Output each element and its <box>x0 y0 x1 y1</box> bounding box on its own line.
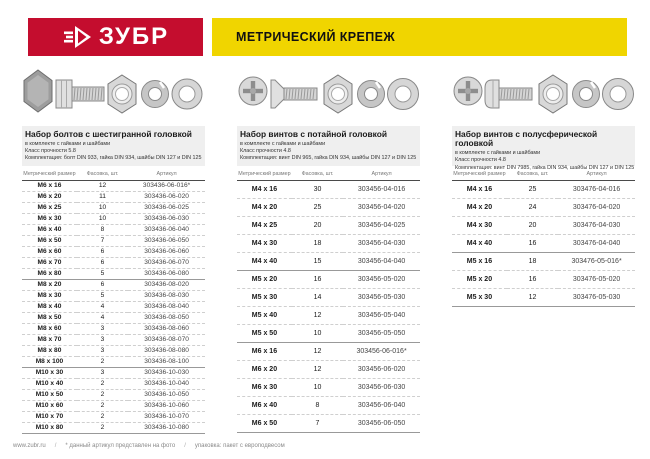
size-cell: M4 x 25 <box>251 222 278 229</box>
col-header-sku: Артикул <box>128 167 205 181</box>
size-cell: M4 x 16 <box>466 186 493 193</box>
table-row <box>237 217 420 235</box>
qty-cell: 3 <box>100 324 105 332</box>
qty-cell: 12 <box>313 348 322 355</box>
table-row <box>452 199 635 217</box>
size-cell: M6 x 30 <box>251 384 278 391</box>
qty-cell: 2 <box>100 379 105 387</box>
table-row <box>22 302 205 313</box>
size-cell: M10 x 40 <box>35 379 64 387</box>
size-cell: M6 x 16 <box>251 348 278 355</box>
sku-cell: 303456-04-020 <box>357 204 406 211</box>
size-cell: M4 x 30 <box>251 240 278 247</box>
product-column-hex-bolts <box>22 62 205 434</box>
sku-cell: 303436-10-050 <box>144 390 189 398</box>
product-image-row <box>452 62 635 126</box>
qty-cell: 18 <box>313 240 322 247</box>
sku-table <box>22 167 205 434</box>
product-info <box>452 126 635 171</box>
table-row <box>452 253 635 271</box>
qty-cell: 3 <box>100 368 105 376</box>
table-row <box>22 335 205 346</box>
product-title: Набор болтов с шестигранной головкой <box>25 129 192 139</box>
qty-cell: 5 <box>100 269 105 277</box>
product-title: Набор винтов с потайной головкой <box>240 129 387 139</box>
qty-cell: 8 <box>315 402 320 409</box>
qty-cell: 12 <box>313 366 322 373</box>
sku-cell: 303476-04-016 <box>572 186 621 193</box>
size-cell: M8 x 80 <box>37 346 62 354</box>
size-cell: M5 x 16 <box>466 258 493 265</box>
size-cell: M6 x 50 <box>37 236 62 244</box>
table-row <box>237 415 420 433</box>
size-cell: M8 x 70 <box>37 335 62 343</box>
table-row <box>237 379 420 397</box>
sku-cell: 303436-10-070 <box>144 412 189 420</box>
product-contents: Комплектация: болт DIN 933, гайка DIN 934, шайбы DIN 127 и DIN 125 <box>25 155 202 162</box>
qty-cell: 10 <box>98 214 107 222</box>
sku-cell: 303436-10-080 <box>144 423 189 431</box>
sku-cell: 303436-08-040 <box>144 302 189 310</box>
qty-cell: 24 <box>528 204 537 211</box>
sku-cell: 303436-06-020 <box>144 192 189 200</box>
qty-cell: 20 <box>528 222 537 229</box>
qty-cell: 2 <box>100 357 105 365</box>
sku-cell: 303436-10-030 <box>144 368 189 376</box>
size-cell: M4 x 20 <box>466 204 493 211</box>
size-cell: M10 x 60 <box>35 401 64 409</box>
table-row <box>237 325 420 343</box>
size-cell: M5 x 30 <box>466 294 493 301</box>
product-info <box>22 126 205 166</box>
size-cell: M6 x 40 <box>37 225 62 233</box>
footer-note-photo: * данный артикул представлен на фото <box>65 443 176 449</box>
brand-name: ЗУБР <box>98 23 170 50</box>
qty-cell: 15 <box>313 258 322 265</box>
table-row <box>237 307 420 325</box>
table-row <box>452 271 635 289</box>
countersunk-screw-set-illustration <box>237 63 420 125</box>
sku-cell: 303436-08-020 <box>144 280 189 288</box>
table-row <box>452 235 635 253</box>
qty-cell: 16 <box>313 276 322 283</box>
qty-cell: 18 <box>528 258 537 265</box>
size-cell: M5 x 30 <box>251 294 278 301</box>
table-row <box>452 181 635 199</box>
size-cell: M5 x 50 <box>251 330 278 337</box>
sku-cell: 303456-06-020 <box>357 366 406 373</box>
table-header-row <box>22 167 205 181</box>
size-cell: M4 x 16 <box>251 186 278 193</box>
qty-cell: 4 <box>100 313 105 321</box>
table-row <box>237 271 420 289</box>
size-cell: M8 x 50 <box>37 313 62 321</box>
sku-cell: 303436-08-080 <box>144 346 189 354</box>
table-row <box>22 225 205 236</box>
sku-cell: 303436-06-016* <box>142 181 191 189</box>
table-row <box>237 235 420 253</box>
sku-cell: 303456-06-050 <box>357 420 406 427</box>
sku-cell: 303456-05-030 <box>357 294 406 301</box>
sku-cell: 303456-05-040 <box>357 312 406 319</box>
table-row <box>237 289 420 307</box>
col-header-qty: Фасовка, шт. <box>292 167 343 181</box>
table-row <box>22 346 205 357</box>
size-cell: M8 x 40 <box>37 302 62 310</box>
table-row <box>237 253 420 271</box>
qty-cell: 8 <box>100 225 105 233</box>
qty-cell: 25 <box>313 204 322 211</box>
qty-cell: 16 <box>528 276 537 283</box>
col-header-sku: Артикул <box>343 167 420 181</box>
col-header-size: Метрический размер <box>22 167 77 181</box>
size-cell: M4 x 40 <box>251 258 278 265</box>
table-row <box>237 343 420 361</box>
product-info <box>237 126 420 166</box>
size-cell: M8 x 30 <box>37 291 62 299</box>
size-cell: M6 x 60 <box>37 247 62 255</box>
sku-cell: 303456-04-025 <box>357 222 406 229</box>
qty-cell: 6 <box>100 280 105 288</box>
sku-cell: 303436-06-040 <box>144 225 189 233</box>
sku-table <box>237 167 420 433</box>
table-row <box>22 247 205 258</box>
size-cell: M8 x 20 <box>37 280 62 288</box>
qty-cell: 14 <box>313 294 322 301</box>
qty-cell: 12 <box>313 312 322 319</box>
qty-cell: 10 <box>313 384 322 391</box>
table-row <box>452 217 635 235</box>
table-row <box>452 289 635 307</box>
size-cell: M10 x 80 <box>35 423 64 431</box>
sku-cell: 303436-06-030 <box>144 214 189 222</box>
sku-cell: 303436-06-050 <box>144 236 189 244</box>
sku-cell: 303476-04-020 <box>572 204 621 211</box>
qty-cell: 20 <box>313 222 322 229</box>
table-row <box>22 214 205 225</box>
size-cell: M5 x 40 <box>251 312 278 319</box>
qty-cell: 5 <box>100 291 105 299</box>
qty-cell: 3 <box>100 335 105 343</box>
sku-cell: 303436-08-100 <box>144 357 189 365</box>
sku-cell: 303456-04-016 <box>357 186 406 193</box>
hex-bolt-set-illustration <box>22 63 205 125</box>
footer-note-packaging: упаковка: пакет с европодвесом <box>194 443 285 449</box>
qty-cell: 2 <box>100 423 105 431</box>
table-row <box>22 324 205 335</box>
qty-cell: 10 <box>98 203 107 211</box>
table-row <box>237 397 420 415</box>
pan-head-screw-set-illustration <box>452 63 635 125</box>
sku-cell: 303476-05-020 <box>572 276 621 283</box>
product-image-row <box>237 62 420 126</box>
brand-logo <box>28 18 203 56</box>
site-link[interactable]: www.zubr.ru <box>13 443 46 449</box>
sku-cell: 303456-05-020 <box>357 276 406 283</box>
page-title: МЕТРИЧЕСКИЙ КРЕПЕЖ <box>236 30 396 44</box>
page-title-bar <box>212 18 627 56</box>
size-cell: M6 x 50 <box>251 420 278 427</box>
sku-cell: 303476-05-016* <box>571 258 622 265</box>
product-title: Набор винтов с полусферической головкой <box>455 129 598 149</box>
table-row <box>237 199 420 217</box>
table-row <box>22 357 205 368</box>
table-row <box>22 203 205 214</box>
sku-cell: 303456-04-030 <box>357 240 406 247</box>
arrow-right-icon <box>62 24 92 50</box>
product-strength-class: Класс прочности 4.8 <box>455 157 506 164</box>
size-cell: M10 x 70 <box>35 412 64 420</box>
qty-cell: 7 <box>100 236 105 244</box>
sku-cell: 303456-06-040 <box>357 402 406 409</box>
size-cell: M4 x 30 <box>466 222 493 229</box>
table-row <box>22 390 205 401</box>
sku-cell: 303436-06-070 <box>144 258 189 266</box>
qty-cell: 12 <box>98 181 107 189</box>
page-footer <box>13 443 285 449</box>
sku-cell: 303436-08-070 <box>144 335 189 343</box>
sku-cell: 303456-06-030 <box>357 384 406 391</box>
table-row <box>22 236 205 247</box>
size-cell: M5 x 20 <box>251 276 278 283</box>
qty-cell: 2 <box>100 390 105 398</box>
product-image-row <box>22 62 205 126</box>
size-cell: M6 x 70 <box>37 258 62 266</box>
table-row <box>22 258 205 269</box>
size-cell: M6 x 16 <box>37 181 62 189</box>
product-subtitle: в комплекте с гайками и шайбами <box>25 141 111 148</box>
table-row <box>22 379 205 390</box>
col-header-size: Метрический размер <box>237 167 292 181</box>
product-contents: Комплектация: винт DIN 7985, гайка DIN 934, шайбы DIN 127 и DIN 125 <box>455 164 635 171</box>
sku-cell: 303436-06-025 <box>144 203 189 211</box>
qty-cell: 25 <box>528 186 537 193</box>
footer-separator: / <box>184 443 186 449</box>
sku-cell: 303456-05-050 <box>357 330 406 337</box>
sku-cell: 303476-04-040 <box>572 240 621 247</box>
sku-cell: 303436-08-060 <box>144 324 189 332</box>
sku-cell: 303436-06-080 <box>144 269 189 277</box>
size-cell: M10 x 50 <box>35 390 64 398</box>
table-row <box>237 181 420 199</box>
qty-cell: 2 <box>100 412 105 420</box>
sku-cell: 303436-08-050 <box>144 313 189 321</box>
product-column-countersunk-screws <box>237 62 420 433</box>
qty-cell: 3 <box>100 346 105 354</box>
sku-cell: 303456-06-016* <box>356 348 407 355</box>
size-cell: M5 x 20 <box>466 276 493 283</box>
sku-cell: 303436-10-040 <box>144 379 189 387</box>
table-row <box>22 192 205 203</box>
qty-cell: 16 <box>528 240 537 247</box>
col-header-qty: Фасовка, шт. <box>77 167 128 181</box>
table-row <box>22 280 205 291</box>
size-cell: M6 x 25 <box>37 203 62 211</box>
col-header-sku: Артикул <box>558 167 635 181</box>
product-subtitle: в комплекте с гайками и шайбами <box>455 150 541 157</box>
size-cell: M4 x 20 <box>251 204 278 211</box>
qty-cell: 30 <box>313 186 322 193</box>
sku-cell: 303436-06-060 <box>144 247 189 255</box>
sku-cell: 303436-10-060 <box>144 401 189 409</box>
product-contents: Комплектация: винт DIN 965, гайка DIN 934, шайбы DIN 127 и DIN 125 <box>240 155 417 162</box>
table-row <box>22 368 205 379</box>
table-row <box>22 401 205 412</box>
size-cell: M6 x 20 <box>37 192 62 200</box>
size-cell: M6 x 30 <box>37 214 62 222</box>
sku-cell: 303476-04-030 <box>572 222 621 229</box>
qty-cell: 6 <box>100 258 105 266</box>
size-cell: M6 x 80 <box>37 269 62 277</box>
qty-cell: 11 <box>99 192 106 200</box>
table-row <box>22 412 205 423</box>
table-row <box>22 423 205 434</box>
size-cell: M6 x 40 <box>251 402 278 409</box>
qty-cell: 2 <box>100 401 105 409</box>
table-row <box>22 181 205 192</box>
sku-table <box>452 164 635 307</box>
table-header-row <box>237 167 420 181</box>
product-strength-class: Класс прочности 4.8 <box>240 148 291 155</box>
table-row <box>237 361 420 379</box>
qty-cell: 4 <box>100 302 105 310</box>
qty-cell: 6 <box>100 247 105 255</box>
size-cell: M4 x 40 <box>466 240 493 247</box>
size-cell: M6 x 20 <box>251 366 278 373</box>
sku-cell: 303436-08-030 <box>144 291 189 299</box>
table-row <box>22 291 205 302</box>
size-cell: M8 x 100 <box>35 357 64 365</box>
size-cell: M10 x 30 <box>35 368 64 376</box>
qty-cell: 12 <box>528 294 537 301</box>
qty-cell: 7 <box>315 420 320 427</box>
product-strength-class: Класс прочности 5.8 <box>25 148 76 155</box>
product-column-pan-head-screws <box>452 62 635 307</box>
sku-cell: 303476-05-030 <box>572 294 621 301</box>
col-header-qty: Фасовка, шт. <box>507 167 558 181</box>
sku-cell: 303456-04-040 <box>357 258 406 265</box>
product-subtitle: в комплекте с гайками и шайбами <box>240 141 326 148</box>
table-row <box>22 269 205 280</box>
table-row <box>22 313 205 324</box>
footer-separator: / <box>54 443 57 449</box>
qty-cell: 10 <box>313 330 322 337</box>
col-header-size: Метрический размер <box>452 167 507 181</box>
size-cell: M8 x 60 <box>37 324 62 332</box>
